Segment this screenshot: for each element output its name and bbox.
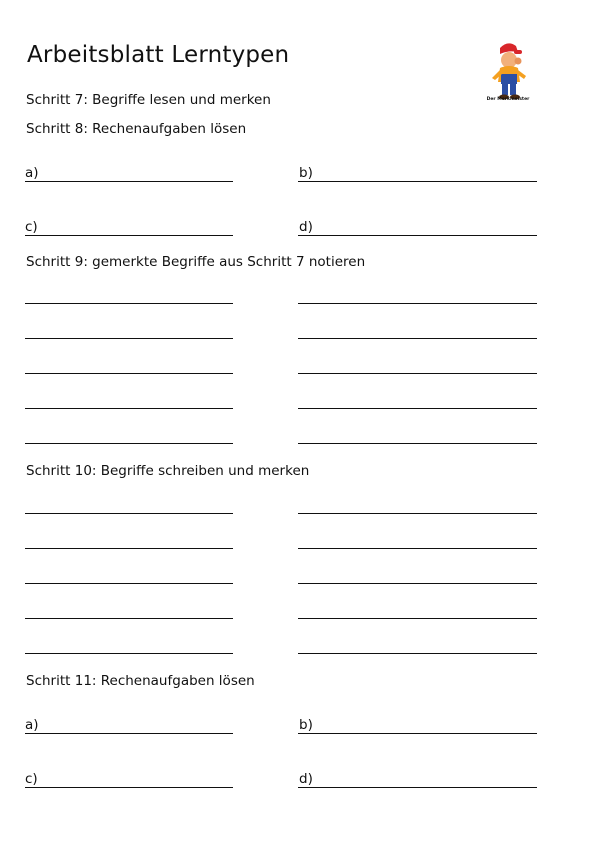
writing-line[interactable] [298, 618, 537, 619]
label-b: b) [299, 717, 313, 733]
writing-line[interactable] [298, 338, 537, 339]
label-c: c) [25, 771, 38, 787]
writing-line[interactable] [25, 653, 233, 654]
answer-line-d[interactable] [298, 235, 537, 236]
label-d: d) [299, 771, 313, 787]
answer-line-c[interactable] [25, 787, 233, 788]
answer-line-b[interactable] [298, 181, 537, 182]
logo-caption: Der Merkmeister [486, 97, 530, 102]
answer-line-c[interactable] [25, 235, 233, 236]
answer-line-a[interactable] [25, 733, 233, 734]
writing-line[interactable] [298, 408, 537, 409]
step-8-heading: Schritt 8: Rechenaufgaben lösen [26, 121, 247, 137]
step-11-heading: Schritt 11: Rechenaufgaben lösen [26, 673, 255, 689]
writing-line[interactable] [298, 303, 537, 304]
answer-line-d[interactable] [298, 787, 537, 788]
label-a: a) [25, 717, 39, 733]
answer-line-a[interactable] [25, 181, 233, 182]
writing-line[interactable] [25, 548, 233, 549]
step-7-heading: Schritt 7: Begriffe lesen und merken [26, 92, 271, 108]
writing-line[interactable] [298, 373, 537, 374]
writing-line[interactable] [298, 653, 537, 654]
merkmeister-mascot-logo [478, 40, 538, 104]
writing-line[interactable] [25, 513, 233, 514]
writing-line[interactable] [298, 513, 537, 514]
writing-line[interactable] [25, 373, 233, 374]
label-b: b) [299, 165, 313, 181]
label-c: c) [25, 219, 38, 235]
answer-line-b[interactable] [298, 733, 537, 734]
step-9-heading: Schritt 9: gemerkte Begriffe aus Schritt 7 notieren [26, 254, 366, 270]
writing-line[interactable] [25, 408, 233, 409]
label-a: a) [25, 165, 39, 181]
step-10-heading: Schritt 10: Begriffe schreiben und merken [26, 463, 310, 479]
writing-line[interactable] [298, 583, 537, 584]
writing-line[interactable] [25, 583, 233, 584]
writing-line[interactable] [25, 303, 233, 304]
writing-line[interactable] [298, 548, 537, 549]
writing-line[interactable] [25, 338, 233, 339]
writing-line[interactable] [25, 618, 233, 619]
page-title: Arbeitsblatt Lerntypen [27, 42, 290, 68]
label-d: d) [299, 219, 313, 235]
writing-line[interactable] [298, 443, 537, 444]
writing-line[interactable] [25, 443, 233, 444]
